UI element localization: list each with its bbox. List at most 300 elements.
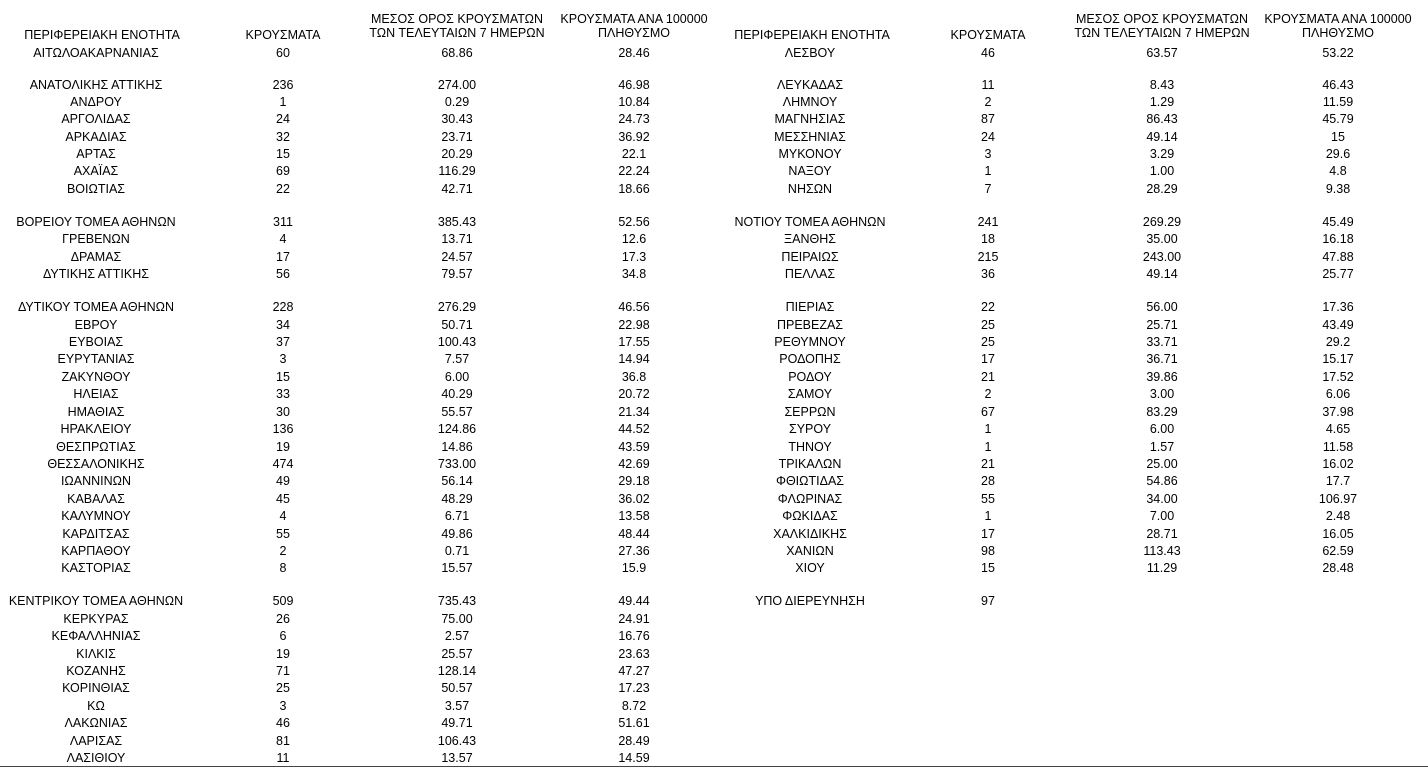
per100k-cell: 49.44 bbox=[618, 594, 650, 608]
region-cell: ΠΕΛΛΑΣ bbox=[784, 267, 836, 281]
cases-cell: 25 bbox=[981, 318, 995, 332]
table-row bbox=[0, 181, 1428, 198]
cases-cell: 2 bbox=[984, 387, 992, 401]
per100k-cell: 62.59 bbox=[1322, 544, 1354, 558]
region-cell: ΚΑΡΠΑΘΟΥ bbox=[61, 544, 131, 558]
per100k-cell: 2.48 bbox=[1325, 509, 1351, 523]
cases-cell: 1 bbox=[984, 440, 992, 454]
table-row bbox=[0, 231, 1428, 248]
per100k-cell: 15.17 bbox=[1322, 352, 1354, 366]
per100k-cell: 4.8 bbox=[1329, 164, 1347, 178]
cases-cell: 1 bbox=[984, 422, 992, 436]
avg-cell: 23.71 bbox=[441, 130, 473, 144]
cases-cell: 4 bbox=[279, 509, 287, 523]
cases-cell: 36 bbox=[981, 267, 995, 281]
bottom-rule bbox=[0, 766, 1428, 767]
region-cell: ΑΡΓΟΛΙΔΑΣ bbox=[61, 112, 131, 126]
cases-cell: 228 bbox=[272, 300, 294, 314]
cases-cell: 236 bbox=[272, 78, 294, 92]
region-cell: ΒΟΡΕΙΟΥ ΤΟΜΕΑ ΑΘΗΝΩΝ bbox=[16, 215, 176, 229]
cases-cell: 2 bbox=[279, 544, 287, 558]
per100k-cell: 17.55 bbox=[618, 335, 650, 349]
cases-cell: 11 bbox=[981, 78, 995, 92]
avg-cell: 2.57 bbox=[444, 629, 470, 643]
left-header-per100k bbox=[554, 12, 714, 40]
cases-cell: 17 bbox=[981, 527, 995, 541]
cases-cell: 30 bbox=[276, 405, 290, 419]
per100k-cell: 46.56 bbox=[618, 300, 650, 314]
avg-cell: 6.00 bbox=[444, 370, 470, 384]
region-cell: ΚΩ bbox=[87, 699, 105, 713]
cases-cell: 55 bbox=[981, 492, 995, 506]
region-cell: ΧΙΟΥ bbox=[795, 561, 825, 575]
region-cell: ΚΕΦΑΛΛΗΝΙΑΣ bbox=[51, 629, 141, 643]
avg-cell: 1.29 bbox=[1149, 95, 1175, 109]
per100k-cell: 10.84 bbox=[618, 95, 650, 109]
left-header-region: ΠΕΡΙΦΕΡΕΙΑΚΗ ΕΝΟΤΗΤΑ bbox=[24, 28, 180, 42]
cases-cell: 21 bbox=[981, 370, 995, 384]
avg-cell: 49.86 bbox=[441, 527, 473, 541]
cases-cell: 87 bbox=[981, 112, 995, 126]
right-header-region: ΠΕΡΙΦΕΡΕΙΑΚΗ ΕΝΟΤΗΤΑ bbox=[734, 28, 890, 42]
region-cell: ΚΑΣΤΟΡΙΑΣ bbox=[61, 561, 131, 575]
avg-cell: 6.00 bbox=[1149, 422, 1175, 436]
table-row bbox=[0, 560, 1428, 577]
avg-cell: 50.57 bbox=[441, 681, 473, 695]
avg-cell: 28.29 bbox=[1146, 182, 1178, 196]
avg-cell: 68.86 bbox=[441, 46, 473, 60]
table-row bbox=[0, 715, 1428, 732]
per100k-cell: 51.61 bbox=[618, 716, 650, 730]
per100k-cell: 22.24 bbox=[618, 164, 650, 178]
per100k-cell: 15 bbox=[1331, 130, 1345, 144]
cases-cell: 15 bbox=[276, 370, 290, 384]
avg-cell: 75.00 bbox=[441, 612, 473, 626]
avg-cell: 1.00 bbox=[1149, 164, 1175, 178]
per100k-cell: 8.72 bbox=[621, 699, 647, 713]
right-header-avg-line2: ΤΩΝ ΤΕΛΕΥΤΑΙΩΝ 7 ΗΜΕΡΩΝ bbox=[1074, 26, 1250, 40]
cases-cell: 15 bbox=[981, 561, 995, 575]
region-cell: ΡΟΔΟΥ bbox=[788, 370, 832, 384]
table-row bbox=[0, 94, 1428, 111]
avg-cell: 48.29 bbox=[441, 492, 473, 506]
per100k-cell: 6.06 bbox=[1325, 387, 1351, 401]
region-cell: ΑΝΔΡΟΥ bbox=[70, 95, 122, 109]
per100k-cell: 29.2 bbox=[1325, 335, 1351, 349]
avg-cell: 25.00 bbox=[1146, 457, 1178, 471]
table-row bbox=[0, 628, 1428, 645]
region-cell: ΠΙΕΡΙΑΣ bbox=[785, 300, 835, 314]
avg-cell: 35.00 bbox=[1146, 232, 1178, 246]
per100k-cell: 48.44 bbox=[618, 527, 650, 541]
per100k-cell: 4.65 bbox=[1325, 422, 1351, 436]
cases-cell: 17 bbox=[981, 352, 995, 366]
region-cell: ΕΥΒΟΙΑΣ bbox=[68, 335, 124, 349]
per100k-cell: 47.88 bbox=[1322, 250, 1354, 264]
cases-cell: 3 bbox=[279, 352, 287, 366]
per100k-cell: 20.72 bbox=[618, 387, 650, 401]
per100k-cell: 53.22 bbox=[1322, 46, 1354, 60]
table-row bbox=[0, 299, 1428, 316]
table-row bbox=[0, 456, 1428, 473]
per100k-cell: 52.56 bbox=[618, 215, 650, 229]
table-row bbox=[0, 386, 1428, 403]
region-cell: ΦΘΙΩΤΙΔΑΣ bbox=[775, 474, 845, 488]
avg-cell: 3.00 bbox=[1149, 387, 1175, 401]
region-cell: ΑΧΑΪΑΣ bbox=[73, 164, 119, 178]
avg-cell: 116.29 bbox=[438, 164, 476, 178]
region-cell: ΧΑΛΚΙΔΙΚΗΣ bbox=[773, 527, 847, 541]
per100k-cell: 42.69 bbox=[618, 457, 650, 471]
per100k-cell: 45.49 bbox=[1322, 215, 1354, 229]
right-header-per100k-line1: ΚΡΟΥΣΜΑΤΑ ΑΝΑ 100000 bbox=[1264, 12, 1412, 26]
region-cell: ΦΛΩΡΙΝΑΣ bbox=[777, 492, 843, 506]
left-header-cases: ΚΡΟΥΣΜΑΤΑ bbox=[245, 28, 321, 42]
cases-cell: 46 bbox=[981, 46, 995, 60]
region-cell: ΑΡΚΑΔΙΑΣ bbox=[65, 130, 127, 144]
region-cell: ΥΠΟ ΔΙΕΡΕΥΝΗΣΗ bbox=[755, 594, 865, 608]
region-cell: ΛΗΜΝΟΥ bbox=[782, 95, 838, 109]
avg-cell: 269.29 bbox=[1142, 215, 1182, 229]
cases-cell: 34 bbox=[276, 318, 290, 332]
right-header-per100k-line2: ΠΛΗΘΥΣΜΟ bbox=[1302, 26, 1374, 40]
per100k-cell: 17.3 bbox=[621, 250, 647, 264]
avg-cell: 36.71 bbox=[1146, 352, 1178, 366]
per100k-cell: 36.8 bbox=[621, 370, 647, 384]
avg-cell: 13.71 bbox=[441, 232, 473, 246]
cases-cell: 2 bbox=[984, 95, 992, 109]
avg-cell: 79.57 bbox=[441, 267, 473, 281]
region-cell: ΔΡΑΜΑΣ bbox=[70, 250, 122, 264]
per100k-cell: 43.49 bbox=[1322, 318, 1354, 332]
cases-cell: 45 bbox=[276, 492, 290, 506]
table-row bbox=[0, 543, 1428, 560]
region-cell: ΔΥΤΙΚΗΣ ΑΤΤΙΚΗΣ bbox=[43, 267, 149, 281]
cases-cell: 24 bbox=[981, 130, 995, 144]
per100k-cell: 24.91 bbox=[618, 612, 650, 626]
per100k-cell: 15.9 bbox=[621, 561, 647, 575]
avg-cell: 6.71 bbox=[444, 509, 470, 523]
table-row bbox=[0, 473, 1428, 490]
table-row bbox=[0, 611, 1428, 628]
per100k-cell: 46.98 bbox=[618, 78, 650, 92]
region-cell: ΜΥΚΟΝΟΥ bbox=[778, 147, 842, 161]
per100k-cell: 23.63 bbox=[618, 647, 650, 661]
region-cell: ΘΕΣΣΑΛΟΝΙΚΗΣ bbox=[47, 457, 145, 471]
avg-cell: 25.57 bbox=[441, 647, 473, 661]
per100k-cell: 16.76 bbox=[618, 629, 650, 643]
avg-cell: 39.86 bbox=[1146, 370, 1178, 384]
cases-cell: 33 bbox=[276, 387, 290, 401]
cases-cell: 21 bbox=[981, 457, 995, 471]
per100k-cell: 13.58 bbox=[618, 509, 650, 523]
avg-cell: 24.57 bbox=[441, 250, 473, 264]
left-header-avg-line2: ΤΩΝ ΤΕΛΕΥΤΑΙΩΝ 7 ΗΜΕΡΩΝ bbox=[369, 26, 545, 40]
per100k-cell: 16.05 bbox=[1322, 527, 1354, 541]
region-cell: ΑΙΤΩΛΟΑΚΑΡΝΑΝΙΑΣ bbox=[33, 46, 159, 60]
region-cell: ΛΕΥΚΑΔΑΣ bbox=[776, 78, 844, 92]
avg-cell: 55.57 bbox=[441, 405, 473, 419]
right-header-cases: ΚΡΟΥΣΜΑΤΑ bbox=[950, 28, 1026, 42]
avg-cell: 7.57 bbox=[444, 352, 470, 366]
region-cell: ΚΙΛΚΙΣ bbox=[76, 647, 116, 661]
cases-cell: 37 bbox=[276, 335, 290, 349]
region-cell: ΑΝΑΤΟΛΙΚΗΣ ΑΤΤΙΚΗΣ bbox=[29, 78, 163, 92]
region-cell: ΤΗΝΟΥ bbox=[788, 440, 832, 454]
region-cell: ΛΕΣΒΟΥ bbox=[784, 46, 836, 60]
table-row bbox=[0, 750, 1428, 767]
cases-cell: 81 bbox=[276, 734, 290, 748]
region-cell: ΧΑΝΙΩΝ bbox=[786, 544, 834, 558]
avg-cell: 735.43 bbox=[437, 594, 477, 608]
cases-cell: 67 bbox=[981, 405, 995, 419]
per100k-cell: 9.38 bbox=[1325, 182, 1351, 196]
per100k-cell: 18.66 bbox=[618, 182, 650, 196]
per100k-cell: 17.52 bbox=[1322, 370, 1354, 384]
per100k-cell: 17.7 bbox=[1325, 474, 1351, 488]
region-cell: ΛΑΣΙΘΙΟΥ bbox=[66, 751, 126, 765]
avg-cell: 276.29 bbox=[437, 300, 477, 314]
avg-cell: 63.57 bbox=[1146, 46, 1178, 60]
region-cell: ΞΑΝΘΗΣ bbox=[784, 232, 836, 246]
cases-cell: 60 bbox=[276, 46, 290, 60]
avg-cell: 83.29 bbox=[1146, 405, 1178, 419]
cases-cell: 311 bbox=[273, 215, 293, 229]
avg-cell: 28.71 bbox=[1146, 527, 1178, 541]
avg-cell: 25.71 bbox=[1146, 318, 1178, 332]
region-cell: ΣΕΡΡΩΝ bbox=[784, 405, 836, 419]
region-cell: ΔΥΤΙΚΟΥ ΤΟΜΕΑ ΑΘΗΝΩΝ bbox=[17, 300, 175, 314]
table-row bbox=[0, 249, 1428, 266]
cases-cell: 3 bbox=[984, 147, 992, 161]
table-row bbox=[0, 698, 1428, 715]
cases-cell: 17 bbox=[276, 250, 290, 264]
cases-cell: 1 bbox=[279, 95, 287, 109]
table-row bbox=[0, 439, 1428, 456]
table-row bbox=[0, 163, 1428, 180]
region-cell: ΗΜΑΘΙΑΣ bbox=[67, 405, 125, 419]
avg-cell: 124.86 bbox=[437, 422, 477, 436]
table-row bbox=[0, 680, 1428, 697]
region-cell: ΚΕΡΚΥΡΑΣ bbox=[63, 612, 129, 626]
region-cell: ΚΑΒΑΛΑΣ bbox=[67, 492, 125, 506]
avg-cell: 3.29 bbox=[1149, 147, 1175, 161]
avg-cell: 14.86 bbox=[441, 440, 473, 454]
table-row bbox=[0, 77, 1428, 94]
per100k-cell: 37.98 bbox=[1322, 405, 1354, 419]
cases-cell: 25 bbox=[981, 335, 995, 349]
table-row bbox=[0, 129, 1428, 146]
cases-cell: 46 bbox=[276, 716, 290, 730]
table-row bbox=[0, 146, 1428, 163]
table-row bbox=[0, 646, 1428, 663]
region-cell: ΜΕΣΣΗΝΙΑΣ bbox=[774, 130, 846, 144]
region-cell: ΙΩΑΝΝΙΝΩΝ bbox=[60, 474, 132, 488]
region-cell: ΛΑΡΙΣΑΣ bbox=[69, 734, 123, 748]
region-cell: ΦΩΚΙΔΑΣ bbox=[782, 509, 838, 523]
cases-cell: 19 bbox=[276, 440, 290, 454]
per100k-cell: 25.77 bbox=[1322, 267, 1354, 281]
region-cell: ΗΡΑΚΛΕΙΟΥ bbox=[60, 422, 132, 436]
table-row bbox=[0, 45, 1428, 62]
region-cell: ΣΑΜΟΥ bbox=[787, 387, 833, 401]
region-cell: ΗΛΕΙΑΣ bbox=[73, 387, 119, 401]
table-row bbox=[0, 491, 1428, 508]
avg-cell: 3.57 bbox=[444, 699, 470, 713]
region-cell: ΚΑΛΥΜΝΟΥ bbox=[61, 509, 131, 523]
cases-cell: 71 bbox=[276, 664, 290, 678]
cases-cell: 6 bbox=[279, 629, 287, 643]
region-cell: ΡΟΔΟΠΗΣ bbox=[779, 352, 841, 366]
per100k-cell: 22.98 bbox=[618, 318, 650, 332]
region-cell: ΖΑΚΥΝΘΟΥ bbox=[61, 370, 131, 384]
avg-cell: 0.29 bbox=[444, 95, 470, 109]
cases-cell: 55 bbox=[276, 527, 290, 541]
avg-cell: 56.14 bbox=[441, 474, 473, 488]
table-row bbox=[0, 733, 1428, 750]
region-cell: ΒΟΙΩΤΙΑΣ bbox=[66, 182, 126, 196]
per100k-cell: 46.43 bbox=[1322, 78, 1354, 92]
region-cell: ΜΑΓΝΗΣΙΑΣ bbox=[774, 112, 846, 126]
avg-cell: 50.71 bbox=[441, 318, 473, 332]
cases-cell: 18 bbox=[981, 232, 995, 246]
cases-cell: 215 bbox=[977, 250, 999, 264]
cases-cell: 22 bbox=[981, 300, 995, 314]
per100k-cell: 11.59 bbox=[1322, 95, 1354, 109]
per100k-cell: 24.73 bbox=[618, 112, 650, 126]
per100k-cell: 12.6 bbox=[621, 232, 647, 246]
region-cell: ΠΕΙΡΑΙΩΣ bbox=[781, 250, 839, 264]
cases-cell: 474 bbox=[272, 457, 294, 471]
per100k-cell: 28.49 bbox=[618, 734, 650, 748]
cases-cell: 11 bbox=[276, 751, 290, 765]
left-header-avg bbox=[362, 12, 552, 40]
per100k-cell: 47.27 bbox=[618, 664, 650, 678]
per100k-cell: 27.36 bbox=[618, 544, 650, 558]
right-header-per100k bbox=[1258, 12, 1418, 40]
per100k-cell: 21.34 bbox=[618, 405, 650, 419]
region-cell: ΣΥΡΟΥ bbox=[788, 422, 832, 436]
avg-cell: 8.43 bbox=[1149, 78, 1175, 92]
table-row bbox=[0, 526, 1428, 543]
region-cell: ΚΕΝΤΡΙΚΟΥ ΤΟΜΕΑ ΑΘΗΝΩΝ bbox=[8, 594, 184, 608]
per100k-cell: 29.18 bbox=[618, 474, 650, 488]
region-cell: ΤΡΙΚΑΛΩΝ bbox=[778, 457, 842, 471]
per100k-cell: 44.52 bbox=[618, 422, 650, 436]
avg-cell: 128.14 bbox=[437, 664, 477, 678]
avg-cell: 30.43 bbox=[441, 112, 473, 126]
left-header-per100k-line2: ΠΛΗΘΥΣΜΟ bbox=[598, 26, 670, 40]
cases-cell: 136 bbox=[272, 422, 294, 436]
per100k-cell: 28.48 bbox=[1322, 561, 1354, 575]
per100k-cell: 34.8 bbox=[621, 267, 647, 281]
table-row bbox=[0, 334, 1428, 351]
per100k-cell: 17.23 bbox=[618, 681, 650, 695]
region-cell: ΝΑΞΟΥ bbox=[788, 164, 832, 178]
avg-cell: 1.57 bbox=[1149, 440, 1175, 454]
avg-cell: 34.00 bbox=[1146, 492, 1178, 506]
avg-cell: 385.43 bbox=[437, 215, 477, 229]
cases-cell: 4 bbox=[279, 232, 287, 246]
avg-cell: 274.00 bbox=[437, 78, 477, 92]
cases-cell: 97 bbox=[981, 594, 995, 608]
avg-cell: 54.86 bbox=[1146, 474, 1178, 488]
cases-cell: 1 bbox=[984, 509, 992, 523]
avg-cell: 49.71 bbox=[441, 716, 473, 730]
region-cell: ΝΗΣΩΝ bbox=[787, 182, 833, 196]
cases-cell: 56 bbox=[276, 267, 290, 281]
avg-cell: 0.71 bbox=[444, 544, 470, 558]
table-row bbox=[0, 508, 1428, 525]
cases-cell: 241 bbox=[977, 215, 999, 229]
cases-cell: 15 bbox=[276, 147, 290, 161]
region-cell: ΛΑΚΩΝΙΑΣ bbox=[64, 716, 128, 730]
region-cell: ΘΕΣΠΡΩΤΙΑΣ bbox=[56, 440, 136, 454]
table-row bbox=[0, 351, 1428, 368]
per100k-cell: 14.94 bbox=[618, 352, 650, 366]
left-header-avg-line1: ΜΕΣΟΣ ΟΡΟΣ ΚΡΟΥΣΜΑΤΩΝ bbox=[370, 12, 544, 26]
avg-cell: 15.57 bbox=[441, 561, 473, 575]
cases-cell: 1 bbox=[984, 164, 992, 178]
avg-cell: 40.29 bbox=[441, 387, 473, 401]
per100k-cell: 29.6 bbox=[1325, 147, 1351, 161]
per100k-cell: 36.02 bbox=[618, 492, 650, 506]
cases-cell: 28 bbox=[981, 474, 995, 488]
avg-cell: 49.14 bbox=[1146, 130, 1178, 144]
table-row bbox=[0, 663, 1428, 680]
table-row bbox=[0, 317, 1428, 334]
cases-cell: 24 bbox=[276, 112, 290, 126]
cases-cell: 26 bbox=[276, 612, 290, 626]
cases-cell: 69 bbox=[276, 164, 290, 178]
avg-cell: 11.29 bbox=[1146, 561, 1178, 575]
region-cell: ΚΑΡΔΙΤΣΑΣ bbox=[62, 527, 130, 541]
table-row bbox=[0, 593, 1428, 610]
table-row bbox=[0, 404, 1428, 421]
avg-cell: 13.57 bbox=[441, 751, 473, 765]
avg-cell: 7.00 bbox=[1149, 509, 1175, 523]
region-cell: ΝΟΤΙΟΥ ΤΟΜΕΑ ΑΘΗΝΩΝ bbox=[734, 215, 886, 229]
avg-cell: 20.29 bbox=[441, 147, 473, 161]
region-cell: ΚΟΡΙΝΘΙΑΣ bbox=[62, 681, 130, 695]
cases-cell: 3 bbox=[279, 699, 287, 713]
per100k-cell: 14.59 bbox=[618, 751, 650, 765]
cases-cell: 509 bbox=[272, 594, 294, 608]
avg-cell: 733.00 bbox=[437, 457, 477, 471]
cases-cell: 19 bbox=[276, 647, 290, 661]
right-header-avg-line1: ΜΕΣΟΣ ΟΡΟΣ ΚΡΟΥΣΜΑΤΩΝ bbox=[1075, 12, 1249, 26]
per100k-cell: 45.79 bbox=[1322, 112, 1354, 126]
region-cell: ΕΥΡΥΤΑΝΙΑΣ bbox=[57, 352, 135, 366]
avg-cell: 106.43 bbox=[437, 734, 477, 748]
per100k-cell: 16.02 bbox=[1322, 457, 1354, 471]
table-row bbox=[0, 214, 1428, 231]
avg-cell: 49.14 bbox=[1146, 267, 1178, 281]
avg-cell: 243.00 bbox=[1142, 250, 1182, 264]
avg-cell: 113.43 bbox=[1143, 544, 1181, 558]
cases-cell: 32 bbox=[276, 130, 290, 144]
per100k-cell: 17.36 bbox=[1322, 300, 1354, 314]
left-header-per100k-line1: ΚΡΟΥΣΜΑΤΑ ΑΝΑ 100000 bbox=[560, 12, 708, 26]
cases-cell: 8 bbox=[279, 561, 287, 575]
table-row bbox=[0, 369, 1428, 386]
region-cell: ΠΡΕΒΕΖΑΣ bbox=[776, 318, 844, 332]
region-cell: ΚΟΖΑΝΗΣ bbox=[66, 664, 126, 678]
right-header-avg bbox=[1067, 12, 1257, 40]
cases-cell: 7 bbox=[984, 182, 992, 196]
avg-cell: 33.71 bbox=[1146, 335, 1178, 349]
cases-cell: 25 bbox=[276, 681, 290, 695]
